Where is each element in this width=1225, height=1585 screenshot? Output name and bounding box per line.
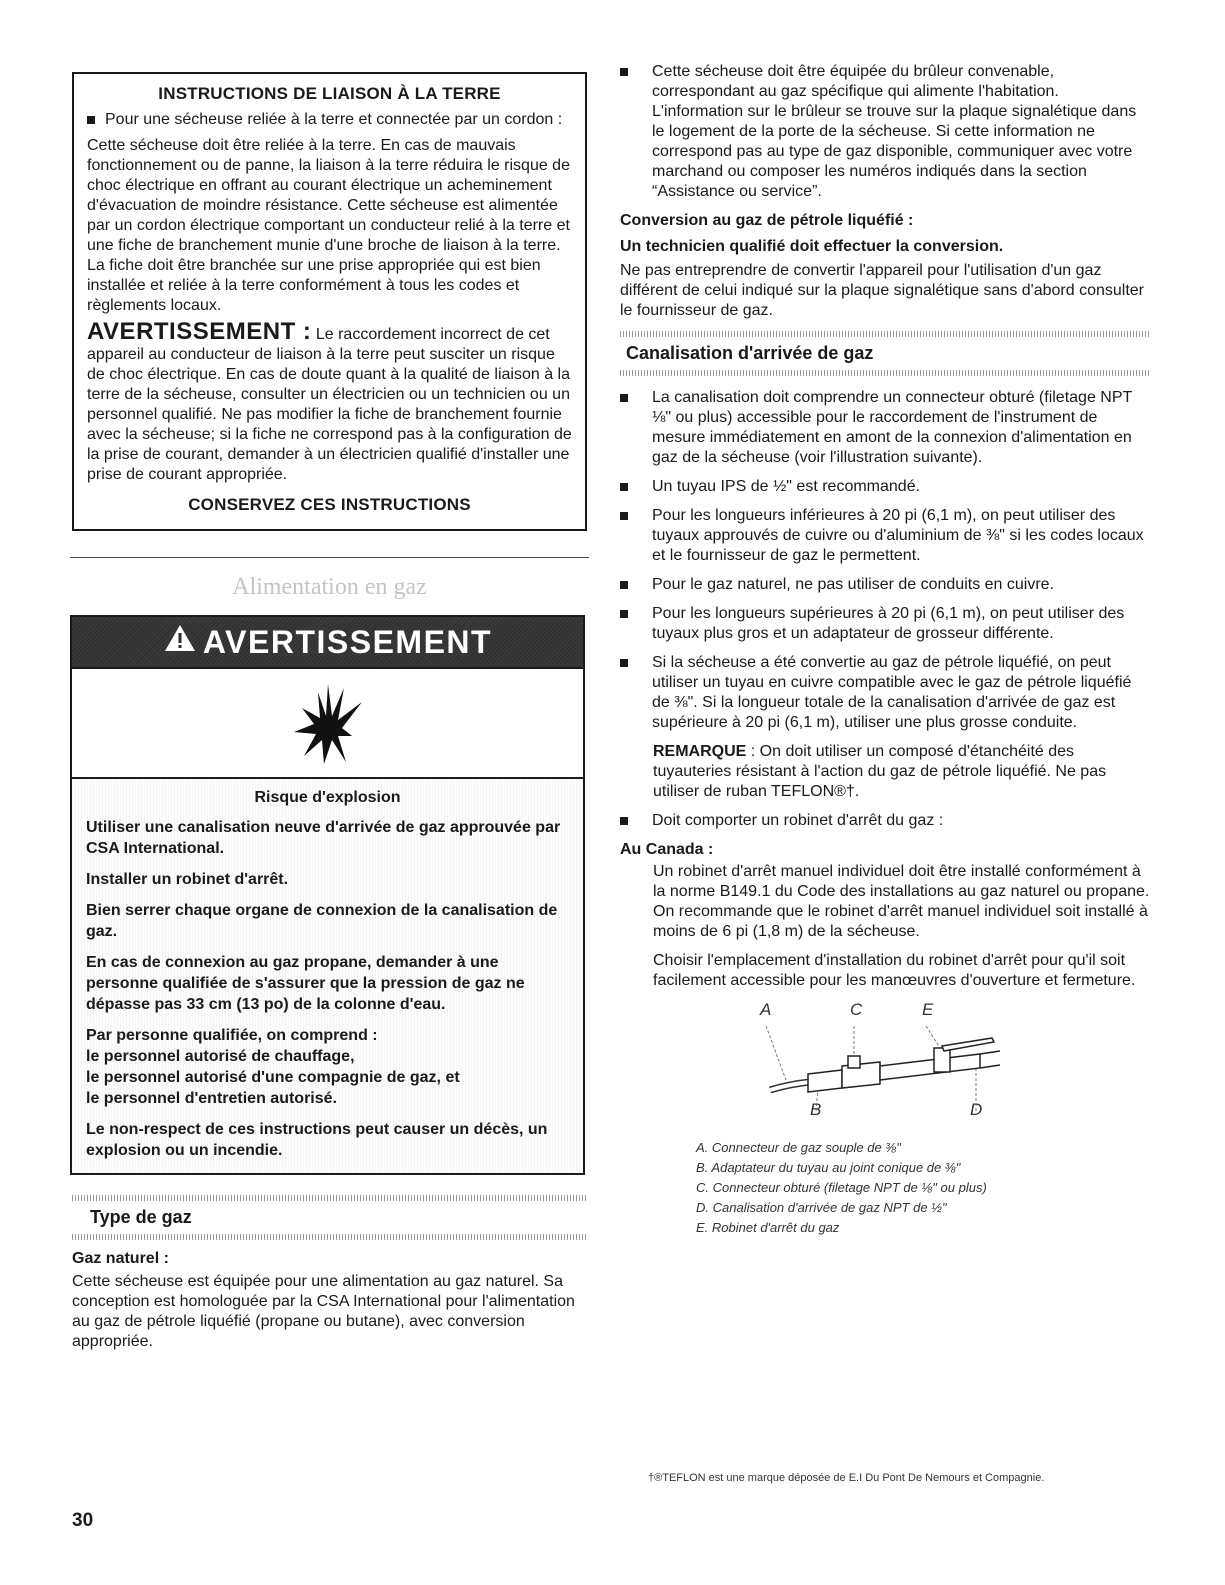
- bullet-square-icon: [620, 394, 628, 402]
- right-column: [620, 62, 1150, 1238]
- legend-item: D. Canalisation d'arrivée de gaz NPT de ½": [696, 1200, 947, 1215]
- bullet-square-icon: [620, 68, 628, 76]
- warning-triangle-icon: [163, 617, 197, 667]
- warning-text: Le raccordement incorrect de cet appareil au conducteur de liaison à la terre peut susciter un risque de choc électrique. En cas de doute quant à la qualité de liaison à la terre de la sécheuse, consulter un électricien ou un technicien ou un personnel qualifié. Ne pas modifier la fiche de branchement fournie avec la sécheuse; si la fiche ne correspond pas à la configuration de la prise de courant, demander à un électricien qualifié d'installer une prise de courant appropriée.: [87, 326, 572, 483]
- list-item-text: Pour les longueurs supérieures à 20 pi (6,1 m), on peut utiliser des tuyaux plus gros et un adaptateur de grosseur différente.: [652, 605, 1125, 642]
- legend-item: A. Connecteur de gaz souple de ⅜": [696, 1140, 901, 1155]
- list-item-text: Doit comporter un robinet d'arrêt du gaz :: [652, 812, 944, 829]
- left-column: [72, 72, 587, 1352]
- diagram-label: A: [760, 1000, 772, 1019]
- bullet-square-icon: [620, 512, 628, 520]
- list-item-text: Si la sécheuse a été convertie au gaz de pétrole liquéfié, on peut utiliser un tuyau en cuivre compatible avec le gaz de pétrole liquéfié de ⅜". Si la longueur totale de la canalisation d'arrivée de gaz est supérieure à 20 pi (6,1 m), utiliser une plus grosse conduite.: [652, 654, 1132, 731]
- list-intro: Par personne qualifiée, on comprend :: [86, 1027, 378, 1044]
- section-divider: [70, 557, 589, 558]
- canada-label: Au Canada :: [620, 841, 714, 858]
- grounding-bullet-text: Pour une sécheuse reliée à la terre et connectée par un cordon :: [105, 111, 563, 128]
- footnote: †®TEFLON est une marque déposée de E.I Du Pont De Nemours et Compagnie.: [648, 1472, 1045, 1484]
- dotted-rule: [72, 1234, 587, 1240]
- grounding-paragraph: Cette sécheuse doit être reliée à la terre. En cas de mauvais fonctionnement ou de panne, la liaison à la terre réduira le risque de choc électrique en offrant au courant électrique un acheminement d'évacuation de moindre résistance. Cette sécheuse est alimentée par un cordon électrique comportant un conducteur relié à la terre et une fiche de branchement munie d'une broche de liaison à la terre. La fiche doit être branchée sur une prise appropriée qui est bien installée et reliée à la terre conformément à tous les codes et règlements locaux.: [87, 137, 570, 314]
- conversion-title: Conversion au gaz de pétrole liquéfié :: [620, 212, 914, 229]
- legend-item: B. Adaptateur du tuyau au joint conique de ⅜": [696, 1160, 961, 1175]
- qualified-person-list: [86, 1025, 569, 1109]
- diagram-label: D: [970, 1100, 983, 1119]
- list-item: [620, 575, 1150, 595]
- list-item: [620, 604, 1150, 644]
- diagram-label: E: [922, 1000, 934, 1019]
- gas-line-heading: [620, 331, 1150, 376]
- canada-paragraph: Un robinet d'arrêt manuel individuel doit être installé conformément à la norme B149.1 du Code des installations au gaz naturel ou propane. On recommande que le robinet d'arrêt manuel individuel soit installé à moins de 6 pi (1,8 m) de la sécheuse.: [653, 863, 1150, 940]
- natural-gas-label: Gaz naturel :: [72, 1250, 169, 1267]
- section-title: Alimentation en gaz: [232, 574, 427, 600]
- list-item: [620, 62, 1150, 202]
- warning-paragraph: Utiliser une canalisation neuve d'arrivée de gaz approuvée par CSA International.: [86, 819, 561, 857]
- keep-instructions: CONSERVEZ CES INSTRUCTIONS: [188, 495, 471, 514]
- burner-text: Cette sécheuse doit être équipée du brûleur convenable, correspondant au gaz spécifique qui alimente l'habitation. L'information sur le brûleur se trouve sur la plaque signalétique dans le logement de la porte de la sécheuse. Si cette information ne correspond pas au type de gaz disponible, communiquer avec votre marchand ou composer les numéros indiqués dans la section “Assistance ou service”.: [652, 63, 1137, 200]
- list-item: le personnel autorisé de chauffage,: [86, 1048, 355, 1065]
- list-item-text: La canalisation doit comprendre un connecteur obturé (filetage NPT ⅛" ou plus) accessible pour le raccordement de l'instrument de mesure immédiatement en amont de la connexion d'alimentation en gaz de la sécheuse (voir l'illustration suivante).: [652, 389, 1132, 466]
- pipe-drawing: [730, 1018, 1030, 1118]
- bullet-square-icon: [620, 610, 628, 618]
- gas-type-section: [72, 1195, 587, 1352]
- page-number: 30: [72, 1510, 94, 1531]
- legend-item: C. Connecteur obturé (filetage NPT de ⅛" ou plus): [696, 1180, 987, 1195]
- list-item: [620, 506, 1150, 566]
- grounding-title: INSTRUCTIONS DE LIAISON À LA TERRE: [158, 84, 501, 103]
- list-item-text: Pour le gaz naturel, ne pas utiliser de conduits en cuivre.: [652, 576, 1055, 593]
- explosion-icon: [288, 678, 368, 768]
- diagram-label: C: [850, 1000, 863, 1019]
- diagram-label: B: [810, 1100, 822, 1119]
- conversion-subtitle: Un technicien qualifié doit effectuer la conversion.: [620, 238, 1004, 255]
- warning-banner: [72, 617, 583, 669]
- list-item: le personnel d'entretien autorisé.: [86, 1090, 337, 1107]
- list-item-text: Un tuyau IPS de ½" est recommandé.: [652, 478, 921, 495]
- warning-banner-text: AVERTISSEMENT: [202, 624, 493, 660]
- list-item: [620, 653, 1150, 733]
- warning-body: [72, 779, 583, 1173]
- explosion-warning-box: [70, 615, 585, 1175]
- gas-type-title: Type de gaz: [90, 1207, 192, 1227]
- canada-paragraph: Choisir l'emplacement d'installation du robinet d'arrêt pour qu'il soit facilement accessible pour les manœuvres d'ouverture et fermeture.: [653, 952, 1136, 989]
- gas-connection-diagram: [730, 1000, 1030, 1128]
- bullet-square-icon: [87, 116, 95, 124]
- gas-line-title: Canalisation d'arrivée de gaz: [626, 343, 874, 363]
- warning-paragraph: En cas de connexion au gaz propane, demander à une personne qualifiée de s'assurer que la pression de gaz ne dépasse pas 33 cm (13 po) de la colonne d'eau.: [86, 954, 525, 1013]
- grounding-instructions-box: [72, 72, 587, 531]
- grounding-bullet: [87, 110, 572, 130]
- warning-word: AVERTISSEMENT :: [87, 318, 312, 345]
- legend-item: E. Robinet d'arrêt du gaz: [696, 1220, 840, 1235]
- grounding-warning: [87, 318, 572, 485]
- natural-gas-text: Cette sécheuse est équipée pour une alimentation au gaz naturel. Sa conception est homologuée par la CSA International pour l'alimentation au gaz de pétrole liquéfié (propane ou butane), avec conversion appropriée.: [72, 1273, 575, 1350]
- list-item: [620, 388, 1150, 468]
- note-label: REMARQUE: [653, 743, 747, 760]
- warning-paragraph: Installer un robinet d'arrêt.: [86, 871, 289, 888]
- warning-paragraph: Le non-respect de ces instructions peut causer un décès, un explosion ou un incendie.: [86, 1121, 548, 1159]
- explosion-icon-area: [72, 669, 583, 779]
- warning-subtitle: Risque d'explosion: [254, 789, 401, 806]
- list-item: [620, 811, 1150, 831]
- bullet-square-icon: [620, 817, 628, 825]
- conversion-text: Ne pas entreprendre de convertir l'appareil pour l'utilisation d'un gaz différent de celui indiqué sur la plaque signalétique sans d'abord consulter le fournisseur de gaz.: [620, 262, 1144, 319]
- note: [653, 742, 1150, 802]
- diagram-legend: [696, 1138, 1150, 1238]
- gas-line-list: [620, 388, 1150, 991]
- dotted-rule: [620, 370, 1150, 376]
- list-item: [620, 477, 1150, 497]
- warning-paragraph: Bien serrer chaque organe de connexion de la canalisation de gaz.: [86, 902, 558, 940]
- list-item-text: Pour les longueurs inférieures à 20 pi (6,1 m), on peut utiliser des tuyaux approuvés de cuivre ou d'aluminium de ⅜" si les codes locaux et le fournisseur de gaz le permettent.: [652, 507, 1144, 564]
- bullet-square-icon: [620, 659, 628, 667]
- bullet-square-icon: [620, 483, 628, 491]
- list-item: le personnel autorisé d'une compagnie de gaz, et: [86, 1069, 460, 1086]
- note-text: : On doit utiliser un composé d'étanchéité des tuyauteries résistant à l'action du gaz de pétrole liquéfié. Ne pas utiliser de ruban TEFLON®†.: [653, 743, 1107, 800]
- bullet-square-icon: [620, 581, 628, 589]
